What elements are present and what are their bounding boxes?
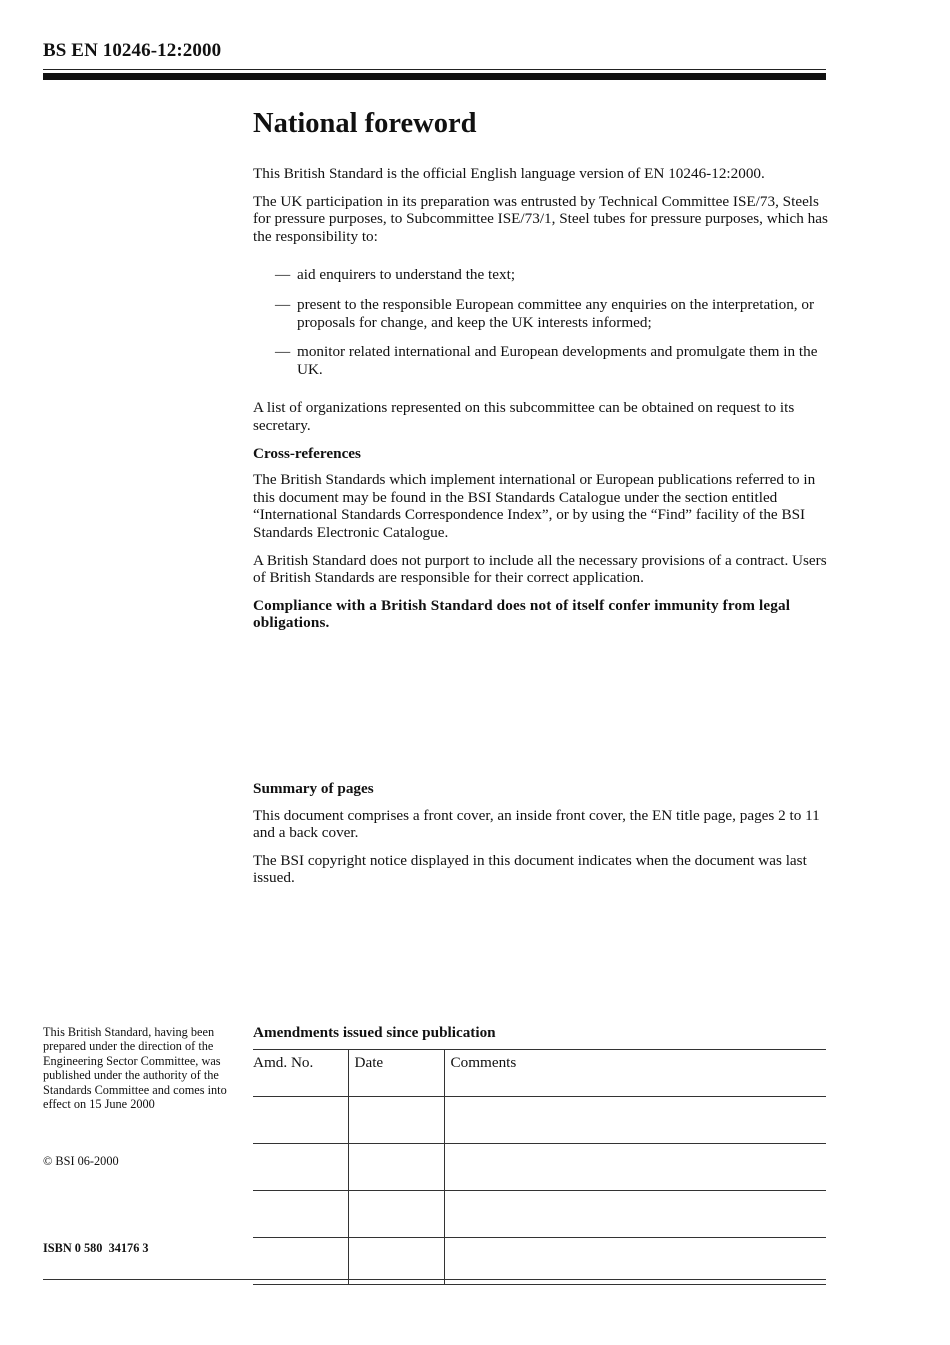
publication-note: This British Standard, having been prepared under the direction of the Engineering Sector Committee, was published under the authority of the Standards Committee and comes into effect on 15 June 2000 bbox=[43, 1025, 227, 1112]
summary-heading: Summary of pages bbox=[253, 780, 374, 797]
copyright-notice-paragraph: The BSI copyright notice displayed in this document indicates when the document was last issued. bbox=[253, 851, 807, 887]
table-header-row bbox=[253, 1049, 826, 1096]
table-cell bbox=[253, 1143, 348, 1190]
amendments-heading: Amendments issued since publication bbox=[253, 1024, 496, 1041]
list-item bbox=[253, 296, 828, 331]
table-cell bbox=[348, 1237, 444, 1284]
table-cell bbox=[444, 1190, 826, 1237]
table-row bbox=[253, 1096, 826, 1143]
compliance-statement: Compliance with a British Standard does not of itself confer immunity from legal obligations. bbox=[253, 596, 791, 632]
organizations-paragraph: A list of organizations represented on this subcommittee can be obtained on request to its secretary. bbox=[253, 399, 795, 434]
table-cell bbox=[348, 1190, 444, 1237]
list-marker: — bbox=[275, 295, 291, 313]
summary-of-pages-section bbox=[253, 780, 828, 897]
table-row bbox=[253, 1143, 826, 1190]
column-header-amd-no: Amd. No. bbox=[253, 1049, 348, 1096]
list-item bbox=[253, 266, 828, 284]
publication-sidebar bbox=[43, 1025, 238, 1255]
responsibility-list bbox=[253, 266, 828, 378]
list-marker: — bbox=[275, 343, 291, 361]
header-rule-thin bbox=[43, 69, 826, 70]
header-rule-thick bbox=[43, 73, 826, 80]
intro-paragraph: This British Standard is the official English language version of EN 10246-12:2000. bbox=[253, 165, 765, 182]
national-foreword-section bbox=[253, 106, 828, 642]
summary-paragraph: This document comprises a front cover, an inside front cover, the EN title page, pages 2 to 11 and a back cover. bbox=[253, 806, 820, 842]
cross-references-heading: Cross-references bbox=[253, 444, 361, 462]
column-header-date: Date bbox=[348, 1049, 444, 1096]
list-item-text: aid enquirers to understand the text; bbox=[297, 266, 516, 284]
column-header-comments: Comments bbox=[444, 1049, 826, 1096]
participation-paragraph: The UK participation in its preparation was entrusted by Technical Committee ISE/73, Steels for pressure purposes, to Subcommittee ISE/73/1, Steel tubes for pressure purposes, which has the responsibility to: bbox=[253, 192, 828, 245]
table-row bbox=[253, 1237, 826, 1284]
table-cell bbox=[253, 1096, 348, 1143]
list-marker: — bbox=[275, 266, 291, 284]
copyright-line: © BSI 06-2000 bbox=[43, 1154, 119, 1168]
list-item-text: monitor related international and European developments and promulgate them in the UK. bbox=[297, 343, 818, 378]
table-row bbox=[253, 1190, 826, 1237]
table-cell bbox=[348, 1143, 444, 1190]
table-cell bbox=[253, 1237, 348, 1284]
isbn-line: ISBN 0 580 34176 3 bbox=[43, 1241, 149, 1255]
document-id: BS EN 10246-12:2000 bbox=[43, 40, 222, 61]
cross-references-paragraph: The British Standards which implement international or European publications referred to in this document may be found in the BSI Standards Catalogue under the section entitled “International Standards Correspondence Index”, or by using the “Find” facility of the BSI Standards Electronic Catalogue. bbox=[253, 471, 816, 541]
table-cell bbox=[444, 1237, 826, 1284]
table-cell bbox=[253, 1190, 348, 1237]
footer-rule bbox=[43, 1279, 826, 1280]
contract-paragraph: A British Standard does not purport to include all the necessary provisions of a contract. Users of British Standards are responsible for their correct application. bbox=[253, 551, 827, 587]
table-cell bbox=[348, 1096, 444, 1143]
amendments-section bbox=[253, 1024, 826, 1285]
list-item bbox=[253, 343, 828, 378]
table-cell bbox=[444, 1143, 826, 1190]
amendments-table bbox=[253, 1049, 826, 1285]
list-item-text: present to the responsible European committee any enquiries on the interpretation, or proposals for change, and keep the UK interests informed; bbox=[297, 295, 815, 331]
page-title: National foreword bbox=[253, 108, 477, 139]
table-cell bbox=[444, 1096, 826, 1143]
